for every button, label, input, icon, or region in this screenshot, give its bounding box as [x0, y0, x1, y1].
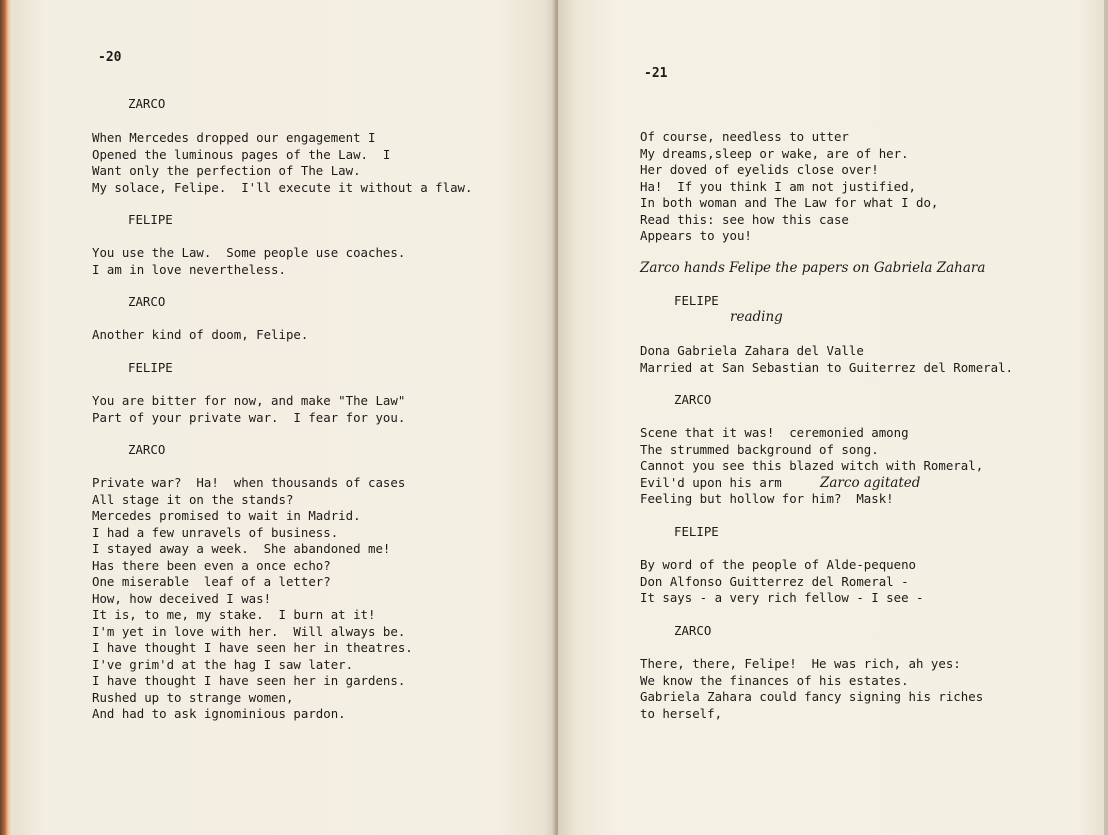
dialogue-line: My dreams,sleep or wake, are of her.	[640, 145, 909, 161]
dialogue-line: Has there been even a once echo?	[92, 557, 331, 573]
dialogue-line: Another kind of doom, Felipe.	[92, 327, 309, 342]
stage-direction: Zarco agitated	[820, 474, 921, 491]
dialogue-line: And had to ask ignominious pardon.	[92, 706, 346, 721]
dialogue-line: All stage it on the stands?	[92, 491, 294, 507]
dialogue-line: Married at San Sebastian to Guiterrez del Romeral.	[640, 359, 1013, 375]
dialogue-line: One miserable leaf of a letter?	[92, 574, 331, 589]
dialogue-line: I have thought I have seen her in theatres.	[92, 640, 413, 655]
dialogue-line: Don Alfonso Guitterrez del Romeral -	[640, 573, 909, 589]
page-number-right: -21	[644, 66, 668, 81]
left-page	[14, 0, 558, 835]
dialogue-line: Part of your private war. I fear for you.	[92, 409, 406, 425]
speaker-name: ZARCO	[674, 623, 712, 638]
speaker-name: FELIPE	[128, 212, 173, 227]
speaker-name: FELIPE	[674, 293, 719, 308]
dialogue-line: My solace, Felipe. I'll execute it without a flaw.	[92, 179, 473, 195]
dialogue-line: Dona Gabriela Zahara del Valle	[640, 343, 864, 358]
speaker-name: ZARCO	[128, 294, 166, 309]
page-number-left: -20	[98, 50, 122, 65]
dialogue-line: Opened the luminous pages of the Law. I	[92, 146, 391, 162]
speaker-name: ZARCO	[128, 96, 166, 111]
dialogue-line: You use the Law. Some people use coaches.	[92, 245, 406, 260]
dialogue-line: I have thought I have seen her in gardens.	[92, 673, 406, 688]
dialogue-line: It is, to me, my stake. I burn at it!	[92, 607, 376, 622]
stage-direction: reading	[730, 309, 783, 325]
dialogue-line: When Mercedes dropped our engagement I	[92, 130, 376, 145]
right-page	[558, 0, 1106, 835]
speaker-name: ZARCO	[128, 442, 166, 457]
dialogue-line: Feeling but hollow for him? Mask!	[640, 491, 894, 506]
dialogue-line: We know the finances of his estates.	[640, 672, 909, 688]
dialogue-line: Rushed up to strange women,	[92, 689, 294, 705]
dialogue-line: Scene that it was! ceremonied among	[640, 425, 909, 440]
dialogue-line: I'm yet in love with her. Will always be.	[92, 623, 406, 639]
dialogue-line: It says - a very rich fellow - I see -	[640, 590, 924, 605]
stage-direction: Zarco hands Felipe the papers on Gabriela Zahara	[640, 260, 986, 276]
dialogue-line: Gabriela Zahara could fancy signing his riches	[640, 689, 984, 704]
dialogue-line: Evil'd upon his arm	[640, 474, 782, 490]
dialogue-line: There, there, Felipe! He was rich, ah yes:	[640, 656, 961, 671]
dialogue-line: By word of the people of Alde-pequeno	[640, 557, 917, 572]
speaker-name: ZARCO	[674, 392, 712, 407]
dialogue-line: How, how deceived I was!	[92, 590, 272, 606]
speaker-name: FELIPE	[128, 360, 173, 375]
dialogue-line: Private war? Ha! when thousands of cases	[92, 475, 406, 490]
dialogue-line: The strummed background of song.	[640, 441, 879, 457]
dialogue-line: Her doved of eyelids close over!	[640, 162, 879, 177]
speaker-name: FELIPE	[674, 524, 719, 539]
dialogue-line: I stayed away a week. She abandoned me!	[92, 541, 391, 556]
dialogue-line: I am in love nevertheless.	[92, 261, 286, 277]
page-edge-right	[1104, 0, 1108, 835]
dialogue-line: Ha! If you think I am not justified,	[640, 178, 917, 194]
dialogue-line: Mercedes promised to wait in Madrid.	[92, 508, 361, 523]
page-edge-left	[0, 0, 14, 835]
dialogue-line: In both woman and The Law for what I do,	[640, 195, 939, 210]
dialogue-line: I've grim'd at the hag I saw later.	[92, 656, 354, 672]
dialogue-line: I had a few unravels of business.	[92, 524, 339, 540]
dialogue-line: to herself,	[640, 705, 723, 721]
dialogue-line: Appears to you!	[640, 228, 752, 243]
dialogue-line: Read this: see how this case	[640, 211, 849, 227]
dialogue-line: Want only the perfection of The Law.	[92, 163, 361, 178]
dialogue-line: Of course, needless to utter	[640, 129, 849, 144]
dialogue-line: You are bitter for now, and make "The Law"	[92, 393, 406, 408]
dialogue-line: Cannot you see this blazed witch with Romeral,	[640, 458, 984, 473]
